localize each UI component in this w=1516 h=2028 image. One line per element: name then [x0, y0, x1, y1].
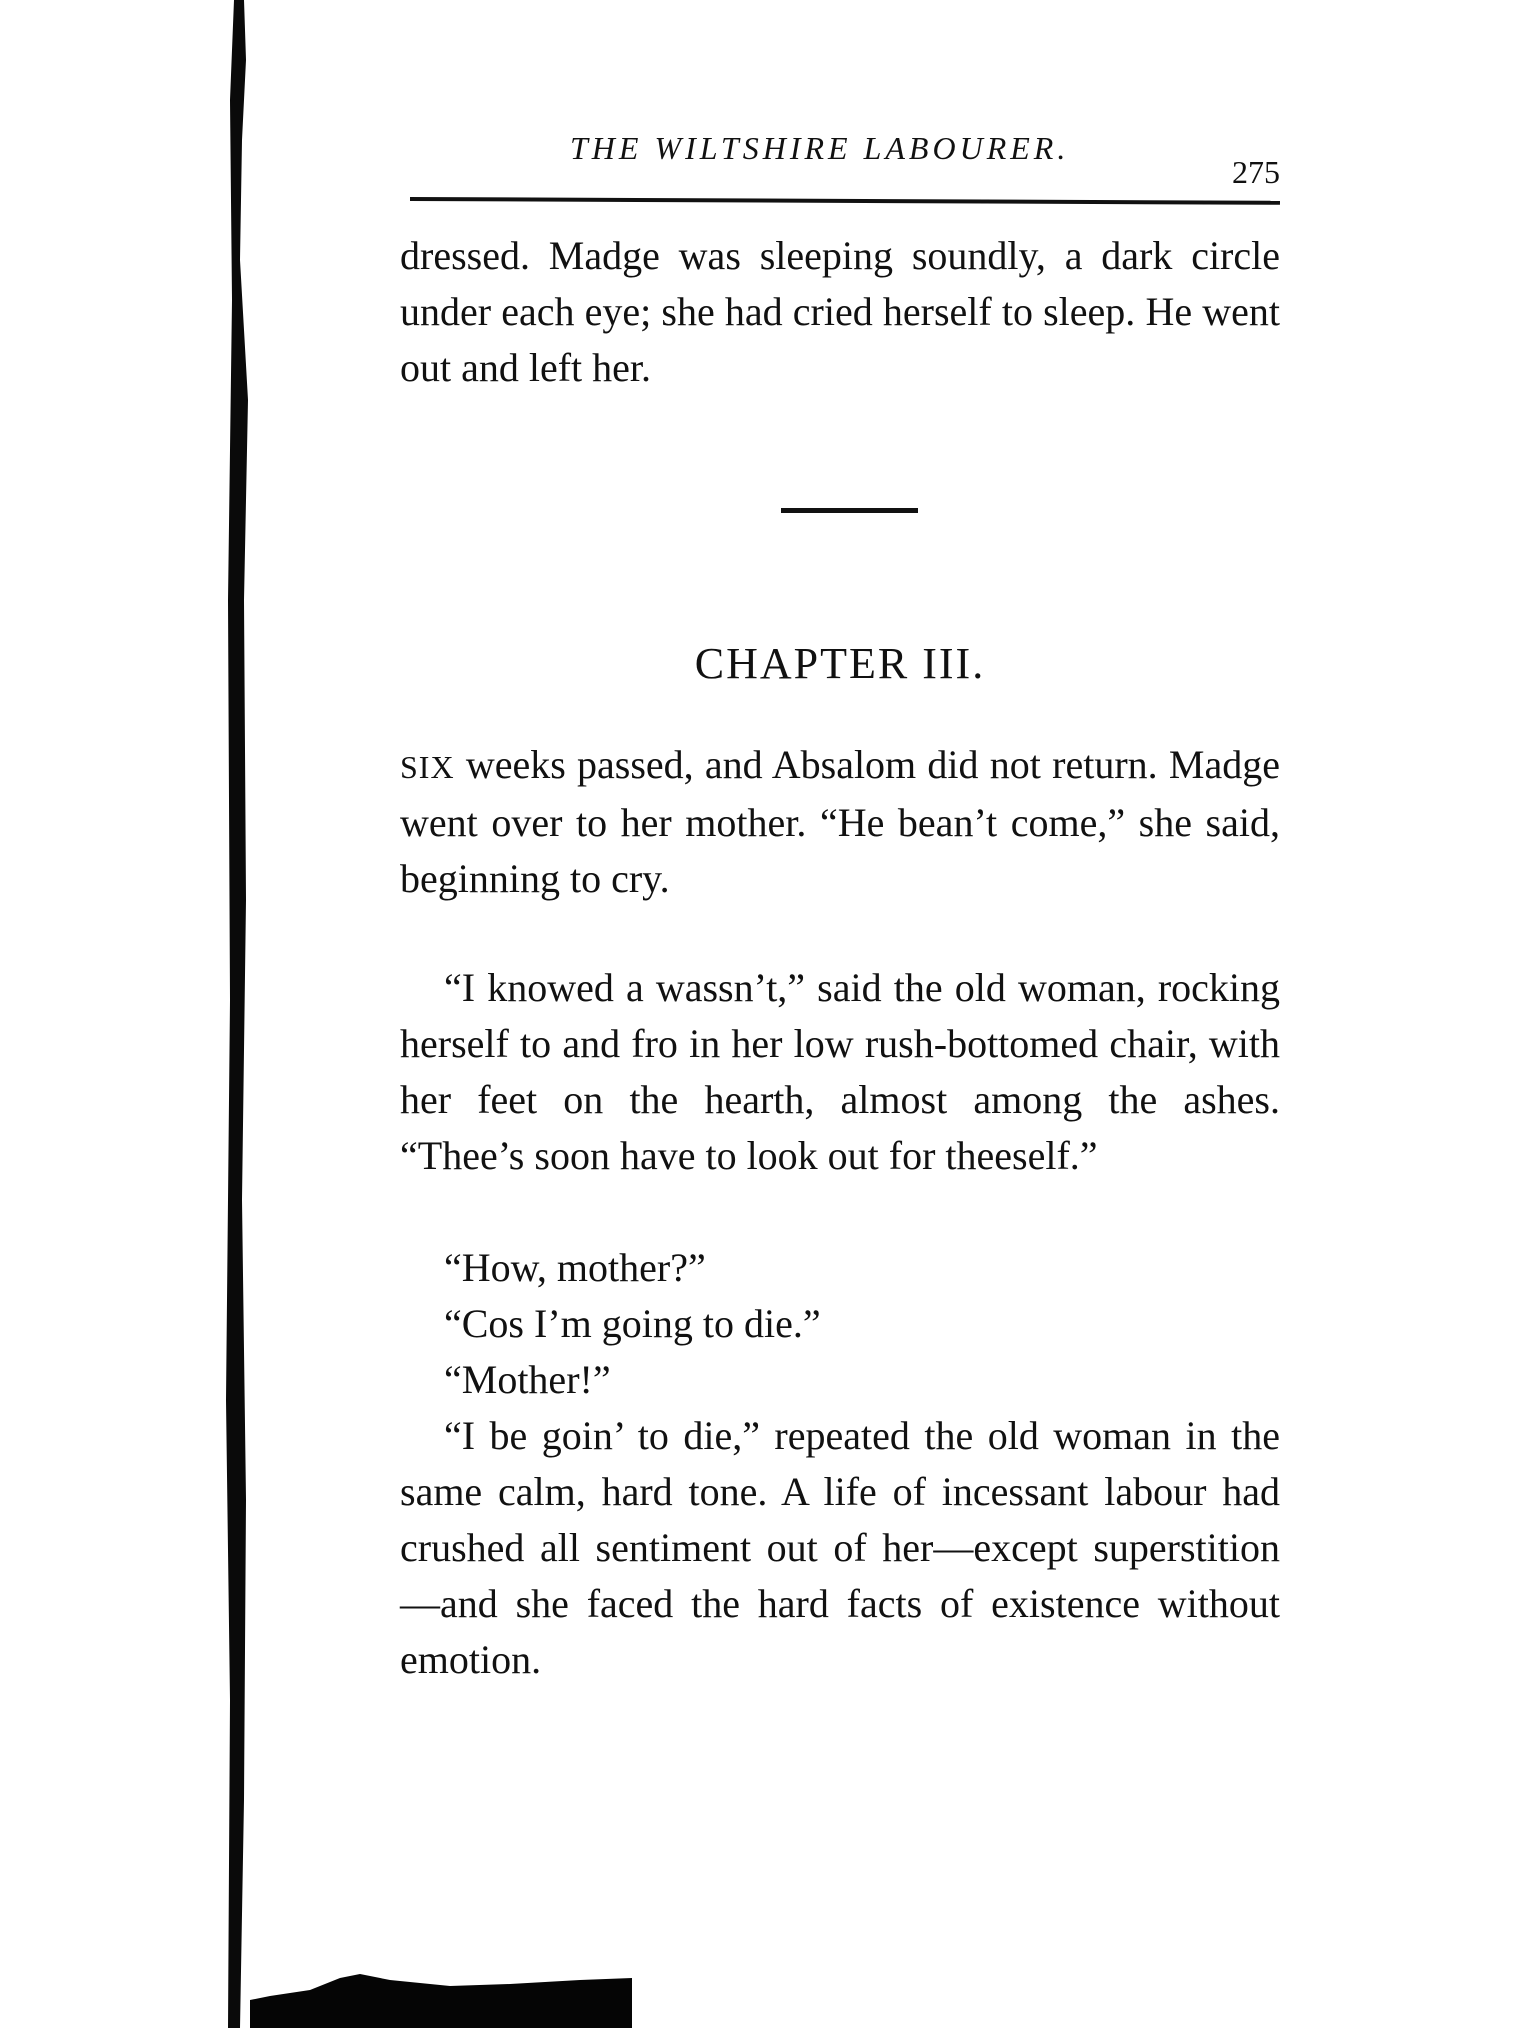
binding-shadow — [250, 1970, 632, 2028]
running-title: THE WILTSHIRE LABOURER. — [570, 130, 1070, 166]
dialogue-paragraph: “How, mother?” — [444, 1245, 706, 1290]
chapter-opening-paragraph — [400, 737, 1280, 907]
section-rule — [781, 508, 918, 513]
continuation-paragraph: dressed. Madge was sleeping soundly, a dark circle under each eye; she had cried herself to sleep. He went out and left her. — [400, 233, 1280, 390]
dialogue-paragraph: “Mother!” — [444, 1357, 611, 1402]
chapter-heading: CHAPTER III. — [694, 639, 986, 688]
dialogue-paragraph: “I be goin’ to die,” repeated the old woman in the same calm, hard tone. A life of incessant labour had crushed all sentiment out of her—except superstition—and she faced the hard facts of existence without emotion. — [400, 1413, 1280, 1682]
paragraph-text: weeks passed, and Absalom did not return. Madge went over to her mother. “He bean’t come,” she said, beginning to cry. — [400, 742, 1280, 901]
page-edge-shadow — [226, 0, 258, 2028]
header-rule — [410, 197, 1280, 205]
page-number: 275 — [1232, 154, 1280, 190]
small-caps-dropword: SIX — [400, 749, 455, 785]
dialogue-paragraph: “I knowed a wassn’t,” said the old woman, rocking herself to and fro in her low rush-bottomed chair, with her feet on the hearth, almost among the ashes. “Thee’s soon have to look out for theeself.” — [400, 965, 1280, 1178]
dialogue-paragraph: “Cos I’m going to die.” — [444, 1301, 821, 1346]
